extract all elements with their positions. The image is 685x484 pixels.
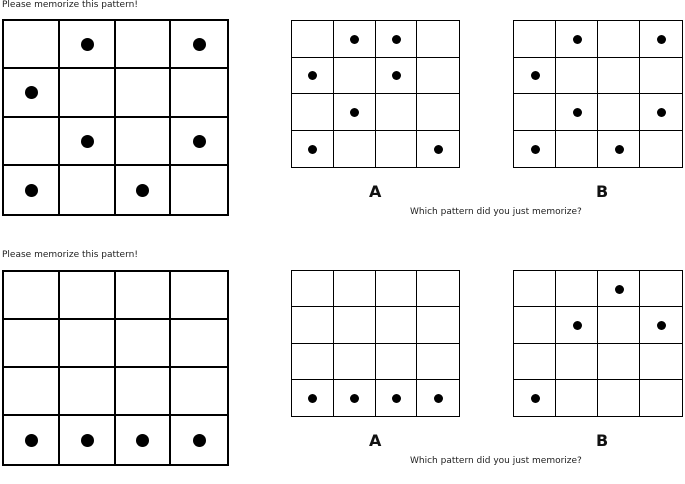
grid-cell [292, 380, 334, 416]
option-b-label[interactable]: B [596, 182, 609, 201]
grid-cell [334, 94, 376, 131]
grid-cell [4, 320, 60, 368]
grid-cell [116, 320, 172, 368]
dot-icon [657, 108, 666, 117]
grid-cell [60, 416, 116, 464]
grid-cell [556, 380, 598, 416]
grid-cell [334, 58, 376, 95]
dot-icon [81, 135, 94, 148]
option-b-pattern-grid[interactable] [513, 20, 683, 168]
dot-icon [573, 321, 582, 330]
grid-cell [640, 344, 682, 380]
dot-icon [531, 145, 540, 154]
dot-icon [392, 71, 401, 80]
dot-icon [657, 35, 666, 44]
grid-cell [292, 58, 334, 95]
dot-icon [136, 434, 149, 447]
dot-icon [308, 145, 317, 154]
grid-cell [171, 416, 227, 464]
grid-cell [417, 21, 459, 58]
grid-cell [417, 271, 459, 307]
grid-cell [116, 416, 172, 464]
grid-cell [514, 131, 556, 168]
grid-cell [171, 118, 227, 166]
grid-cell [376, 271, 418, 307]
grid-cell [4, 368, 60, 416]
grid-cell [334, 131, 376, 168]
grid-cell [556, 307, 598, 343]
dot-icon [193, 135, 206, 148]
grid-cell [417, 344, 459, 380]
grid-cell [116, 21, 172, 69]
grid-cell [598, 344, 640, 380]
grid-cell [171, 272, 227, 320]
grid-cell [556, 271, 598, 307]
grid-cell [640, 380, 682, 416]
grid-cell [4, 21, 60, 69]
grid-cell [60, 368, 116, 416]
grid-cell [292, 344, 334, 380]
dot-icon [25, 86, 38, 99]
grid-cell [4, 416, 60, 464]
grid-cell [60, 69, 116, 117]
grid-cell [417, 307, 459, 343]
dot-icon [193, 434, 206, 447]
grid-cell [417, 94, 459, 131]
grid-cell [292, 21, 334, 58]
grid-cell [598, 271, 640, 307]
which-pattern-question: Which pattern did you just memorize? [410, 456, 582, 466]
target-pattern-grid [2, 270, 229, 466]
grid-cell [171, 166, 227, 214]
dot-icon [434, 145, 443, 154]
dot-icon [350, 35, 359, 44]
dot-icon [81, 38, 94, 51]
grid-cell [640, 21, 682, 58]
memorize-prompt: Please memorize this pattern! [2, 250, 138, 260]
grid-cell [60, 166, 116, 214]
option-b-pattern-grid[interactable] [513, 270, 683, 417]
option-a-label[interactable]: A [369, 431, 382, 450]
dot-icon [25, 434, 38, 447]
grid-cell [514, 380, 556, 416]
grid-cell [598, 58, 640, 95]
memorize-prompt: Please memorize this pattern! [2, 0, 138, 10]
grid-cell [171, 69, 227, 117]
grid-cell [376, 58, 418, 95]
grid-cell [334, 307, 376, 343]
grid-cell [417, 131, 459, 168]
grid-cell [640, 58, 682, 95]
dot-icon [657, 321, 666, 330]
grid-cell [292, 131, 334, 168]
memory-panel-2 [0, 250, 685, 484]
grid-cell [417, 380, 459, 416]
grid-cell [116, 118, 172, 166]
grid-cell [598, 21, 640, 58]
grid-cell [376, 21, 418, 58]
dot-icon [573, 108, 582, 117]
option-a-label[interactable]: A [369, 182, 382, 201]
dot-icon [434, 394, 443, 403]
grid-cell [4, 69, 60, 117]
option-b-label[interactable]: B [596, 431, 609, 450]
dot-icon [531, 394, 540, 403]
grid-cell [376, 380, 418, 416]
grid-cell [556, 344, 598, 380]
grid-cell [640, 271, 682, 307]
grid-cell [4, 166, 60, 214]
grid-cell [116, 272, 172, 320]
grid-cell [292, 271, 334, 307]
dot-icon [392, 394, 401, 403]
dot-icon [308, 71, 317, 80]
grid-cell [171, 368, 227, 416]
grid-cell [292, 94, 334, 131]
grid-cell [514, 58, 556, 95]
dot-icon [193, 38, 206, 51]
grid-cell [292, 307, 334, 343]
memory-panel-1 [0, 0, 685, 234]
grid-cell [376, 344, 418, 380]
dot-icon [615, 145, 624, 154]
grid-cell [514, 271, 556, 307]
grid-cell [556, 21, 598, 58]
grid-cell [60, 272, 116, 320]
grid-cell [598, 380, 640, 416]
option-a-pattern-grid[interactable] [291, 20, 460, 168]
grid-cell [598, 131, 640, 168]
grid-cell [598, 94, 640, 131]
grid-cell [60, 320, 116, 368]
grid-cell [640, 307, 682, 343]
dot-icon [615, 285, 624, 294]
grid-cell [514, 307, 556, 343]
dot-icon [350, 108, 359, 117]
grid-cell [334, 344, 376, 380]
grid-cell [376, 131, 418, 168]
grid-cell [556, 131, 598, 168]
option-a-pattern-grid[interactable] [291, 270, 460, 417]
dot-icon [136, 184, 149, 197]
dot-icon [350, 394, 359, 403]
grid-cell [60, 21, 116, 69]
grid-cell [556, 58, 598, 95]
grid-cell [417, 58, 459, 95]
grid-cell [116, 368, 172, 416]
grid-cell [598, 307, 640, 343]
grid-cell [514, 21, 556, 58]
dot-icon [308, 394, 317, 403]
grid-cell [116, 69, 172, 117]
which-pattern-question: Which pattern did you just memorize? [410, 207, 582, 217]
grid-cell [514, 94, 556, 131]
grid-cell [171, 320, 227, 368]
dot-icon [25, 184, 38, 197]
grid-cell [640, 94, 682, 131]
grid-cell [116, 166, 172, 214]
grid-cell [4, 272, 60, 320]
grid-cell [376, 94, 418, 131]
target-pattern-grid [2, 19, 229, 216]
dot-icon [573, 35, 582, 44]
grid-cell [640, 131, 682, 168]
grid-cell [514, 344, 556, 380]
grid-cell [334, 21, 376, 58]
dot-icon [392, 35, 401, 44]
grid-cell [334, 271, 376, 307]
grid-cell [4, 118, 60, 166]
dot-icon [81, 434, 94, 447]
grid-cell [334, 380, 376, 416]
grid-cell [556, 94, 598, 131]
grid-cell [376, 307, 418, 343]
dot-icon [531, 71, 540, 80]
grid-cell [60, 118, 116, 166]
grid-cell [171, 21, 227, 69]
